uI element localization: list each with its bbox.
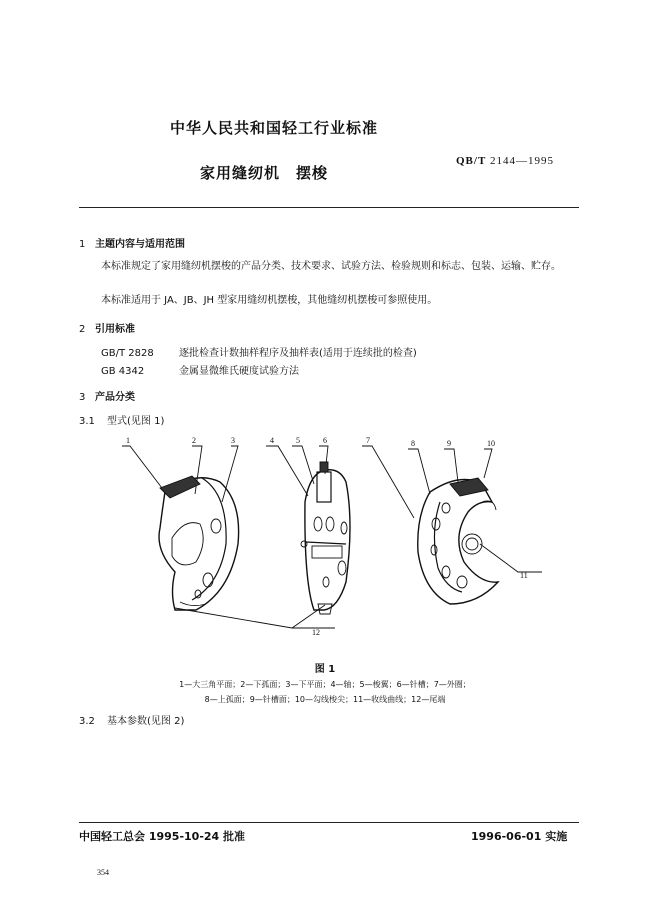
section-1-heading [79, 235, 185, 250]
callout-10: 10 [487, 439, 495, 448]
header-divider [79, 207, 579, 208]
reference-title: 金属显微维氏硬度试验方法 [179, 366, 299, 377]
leader-line-5 [292, 446, 314, 484]
reference-code: GB 4342 [101, 366, 145, 377]
footer-divider [79, 822, 579, 823]
figure-caption: 图 1 [314, 664, 336, 675]
title-main: 家用缝纫机 [200, 164, 281, 182]
standard-number [456, 155, 554, 167]
title-sub: 摆梭 [296, 164, 329, 182]
implementation-date: 1996-06-01 实施 [471, 830, 568, 843]
callout-5: 5 [296, 436, 300, 445]
section-1-title: 主题内容与适用范围 [95, 239, 185, 250]
section-2-heading [79, 320, 135, 335]
leader-line-1 [122, 446, 165, 492]
document-title [200, 162, 328, 183]
subsection-3-2-number: 3.2 [79, 716, 95, 727]
callout-7: 7 [366, 436, 370, 445]
callout-12: 12 [312, 628, 320, 637]
shuttle-left-view [159, 476, 239, 610]
approval-date: 中国轻工总会 1995-10-24 批准 [79, 830, 246, 843]
leader-line-4 [266, 446, 308, 496]
shuttle-side-view [301, 462, 350, 614]
section-1-paragraph-1: 本标准规定了家用缝纫机摆梭的产品分类、技术要求、试验方法、检验规则和标志、包装、运输、贮存。 [101, 261, 561, 272]
issuing-ministry: 中华人民共和国轻工行业标准 [170, 119, 379, 137]
reference-item [101, 362, 299, 377]
subsection-3-2 [79, 712, 184, 727]
callout-9: 9 [447, 439, 451, 448]
reference-title: 逐批检查计数抽样程序及抽样表(适用于连续批的检查) [179, 348, 417, 359]
callout-8: 8 [411, 439, 415, 448]
figure-1-shuttle-drawing [100, 432, 550, 647]
figure-legend-line-1: 1—大三角平面；2—下孤面；3—下平面；4—轴；5—梭翼；6—针槽；7—外圈； [179, 680, 471, 689]
callout-4: 4 [270, 436, 274, 445]
callout-11: 11 [520, 571, 528, 580]
section-2-title: 引用标准 [95, 324, 135, 335]
section-3-title: 产品分类 [95, 392, 135, 403]
page-number: 354 [97, 868, 109, 877]
leader-line-7 [362, 446, 414, 518]
reference-code: GB/T 2828 [101, 348, 154, 359]
leader-line-8 [408, 449, 430, 494]
section-3-heading [79, 388, 135, 403]
subsection-3-2-text: 基本参数(见图 2) [107, 716, 185, 727]
reference-item [101, 344, 417, 359]
section-1-paragraph-2: 本标准适用于 JA、JB、JH 型家用缝纫机摆梭，其他缝纫机摆梭可参照使用。 [101, 295, 438, 306]
leader-line-9 [444, 449, 458, 482]
section-2-number: 2 [79, 324, 86, 335]
callout-2: 2 [192, 436, 196, 445]
standard-prefix: QB/T [456, 155, 487, 167]
leader-line-10 [484, 449, 492, 478]
leader-line-11 [480, 544, 542, 572]
standard-code: 2144—1995 [490, 155, 555, 167]
callout-1: 1 [126, 436, 130, 445]
subsection-3-1-number: 3.1 [79, 416, 95, 427]
shuttle-right-view [418, 478, 498, 604]
callout-3: 3 [231, 436, 235, 445]
subsection-3-1 [79, 412, 164, 427]
section-1-number: 1 [79, 239, 86, 250]
section-3-number: 3 [79, 392, 86, 403]
figure-legend-line-2: 8—上孤面；9—针槽面；10—勾线梭尖；11—收线曲线；12—尾端 [204, 695, 446, 704]
callout-6: 6 [323, 436, 327, 445]
subsection-3-1-text: 型式(见图 1) [107, 416, 165, 427]
